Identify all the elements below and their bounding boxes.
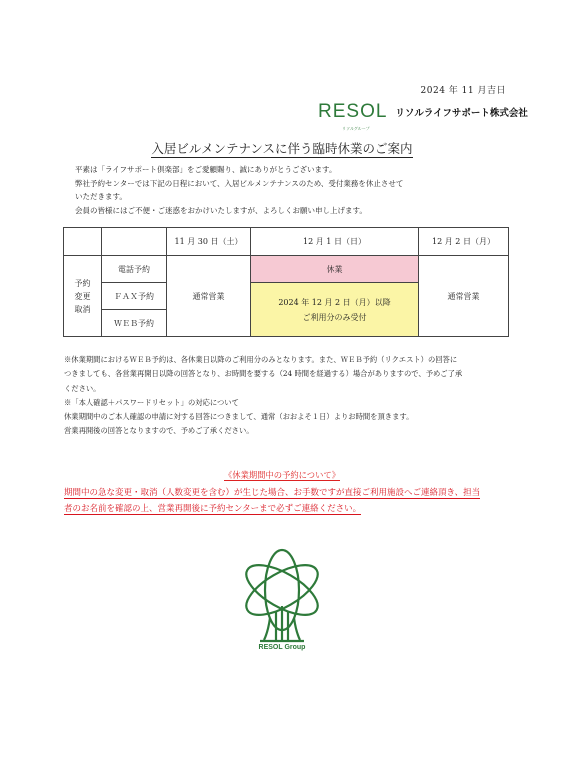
method-web: ＷＥＢ予約	[102, 310, 167, 337]
nov30-status: 通常営業	[167, 256, 251, 337]
side-label-cell	[64, 256, 102, 337]
note-line: 休業期間中のご本人確認の申請に対する回答につきまして、通常（おおよそ１日）よりお時間を頂きます。	[64, 412, 414, 422]
side-label: 取消	[74, 304, 91, 314]
header-date-dec2: 12 月 2 日（月）	[419, 228, 509, 256]
intro-text	[75, 163, 515, 217]
resol-logo-mark	[318, 101, 388, 131]
intro-line: 平素は「ライフサポート倶楽部」をご愛顧賜り、誠にありがとうございます。	[75, 165, 337, 174]
schedule-table	[63, 227, 509, 337]
issue-date: 2024 年 11 月吉日	[420, 86, 506, 96]
notes-text	[64, 353, 512, 439]
group-label: RESOL Group	[258, 644, 306, 651]
table-corner-cell	[64, 228, 102, 256]
table-corner-cell	[102, 228, 167, 256]
resol-group-tree-icon	[230, 548, 334, 648]
note-line: ください。	[64, 383, 101, 393]
dec1-phone-status: 休業	[251, 256, 419, 283]
table-header-row	[64, 228, 509, 256]
note-line: ※「本人確認＋パスワードリセット」の対応について	[64, 397, 239, 407]
dec2-status: 通常営業	[419, 256, 509, 337]
header-date-dec1: 12 月 1 日（日）	[251, 228, 419, 256]
method-fax: ＦＡＸ予約	[102, 283, 167, 310]
company-logo	[318, 101, 528, 131]
note-line: ※休業期間におけるＷＥＢ予約は、各休業日以降のご利用分のみとなります。また、ＷＥＢ予約（リクエスト）の回答に	[64, 355, 458, 364]
warning-line: 者のお名前を確認の上、営業再開後に予約センターまで必ずご連絡ください。	[64, 504, 362, 514]
logo-mark-text: RESOL	[318, 101, 388, 122]
method-phone: 電話予約	[102, 256, 167, 283]
table-row	[64, 256, 509, 283]
note-line: 営業再開後の回答となりますので、予めご了承ください。	[64, 426, 254, 436]
dec1-fax-web-status	[251, 283, 419, 337]
warning-title: 《休業期間中の予約について》	[224, 470, 340, 480]
page-title: 入居ビルメンテナンスに伴う臨時休業のご案内	[151, 141, 413, 156]
company-name: リソルライフサポート株式会社	[395, 108, 528, 119]
note-line: つきましても、各営業再開日以降の回答となり、お時間を要する（24 時間を経過する）場合がありますので、予めご了承	[64, 369, 463, 379]
limited-accept-line: 2024 年 12 月 2 日（月）以降	[278, 297, 391, 307]
header-date-nov30: 11 月 30 日（土）	[167, 228, 251, 256]
intro-line: いただきます。	[75, 192, 127, 201]
intro-line: 会員の皆様にはご不便・ご迷惑をおかけいたしますが、よろしくお願い申し上げます。	[75, 205, 367, 215]
side-label: 変更	[74, 291, 91, 301]
warning-text	[64, 485, 514, 517]
side-label: 予約	[74, 278, 91, 288]
warning-line: 期間中の急な変更・取消（人数変更を含む）が生じた場合、お手数ですが直接ご利用施設へご連絡頂き、担当	[64, 488, 481, 498]
limited-accept-line: ご利用分のみ受付	[302, 312, 367, 322]
logo-mark-subtext: リソルグループ	[342, 126, 370, 131]
intro-line: 弊社予約センターでは下記の日程において、入居ビルメンテナンスのため、受付業務を休止させて	[75, 178, 404, 188]
